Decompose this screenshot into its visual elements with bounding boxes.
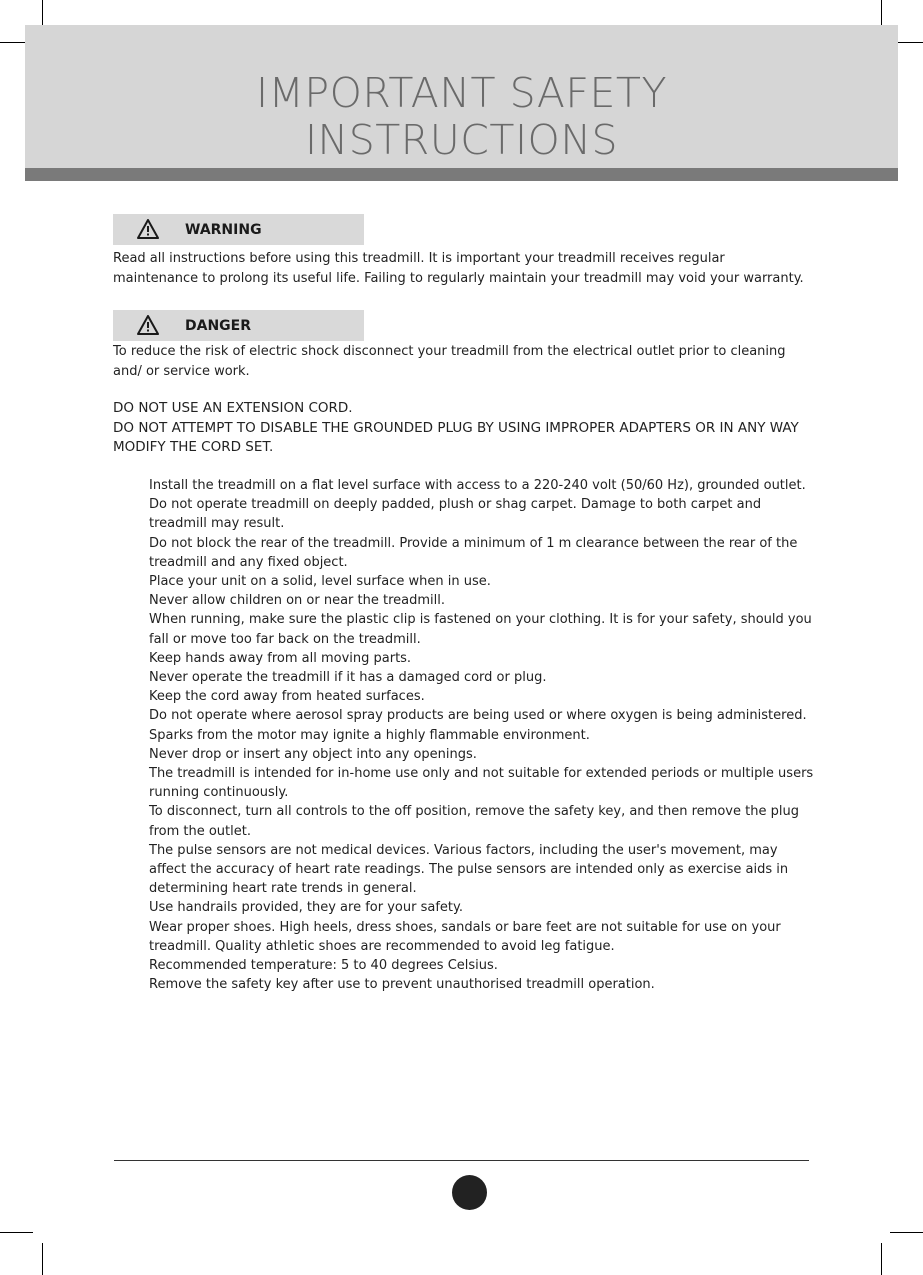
list-item: Never operate the treadmill if it has a damaged cord or plug.: [149, 670, 547, 686]
page-title: [25, 70, 898, 164]
crop-mark: [881, 1243, 882, 1275]
list-item: When running, make sure the plastic clip is fastened on your clothing. It is for your safety, should you fall or move too far back on the treadmill.: [149, 612, 812, 647]
warning-text: Read all instructions before using this treadmill. It is important your treadmill receives regular maintenance to prolong its useful life. Failing to regularly maintain your treadmill may void your warranty.: [113, 251, 804, 286]
list-item: The pulse sensors are not medical devices. Various factors, including the user's movement, may affect the accuracy of heart rate readings. The pulse sensors are intended only as exercise aids in determining heart rate trends in general.: [149, 842, 789, 897]
list-item: Wear proper shoes. High heels, dress shoes, sandals or bare feet are not suitable for use on your treadmill. Quality athletic shoes are recommended to avoid leg fatigue.: [149, 919, 781, 954]
page-number-dot: [452, 1175, 487, 1210]
warning-triangle-icon: [137, 219, 159, 239]
page-title-line1: IMPORTANT SAFETY: [255, 69, 668, 117]
crop-mark: [0, 1232, 33, 1233]
warning-label: WARNING: [185, 222, 262, 238]
danger-banner: [113, 310, 364, 341]
crop-mark: [42, 1243, 43, 1275]
danger-text: To reduce the risk of electric shock disconnect your treadmill from the electrical outlet prior to cleaning and/ or service work.: [113, 344, 786, 379]
list-item: Use handrails provided, they are for your safety.: [149, 900, 463, 916]
list-item: Do not block the rear of the treadmill. Provide a minimum of 1 m clearance between the rear of the treadmill and any fixed object.: [149, 535, 798, 570]
list-item: Recommended temperature: 5 to 40 degrees Celsius.: [149, 958, 498, 974]
list-item: Remove the safety key after use to prevent unauthorised treadmill operation.: [149, 977, 655, 993]
list-item: Never allow children on or near the treadmill.: [149, 593, 445, 609]
list-item: Keep the cord away from heated surfaces.: [149, 689, 425, 705]
list-item: Never drop or insert any object into any openings.: [149, 746, 477, 762]
list-item: The treadmill is intended for in-home use only and not suitable for extended periods or multiple users running continuously.: [149, 766, 814, 801]
warning-triangle-icon: [137, 315, 159, 335]
safety-instruction-list: [149, 476, 814, 994]
page-title-line2: INSTRUCTIONS: [304, 116, 619, 164]
caps-notice-grounded-plug: DO NOT ATTEMPT TO DISABLE THE GROUNDED PLUG BY USING IMPROPER ADAPTERS OR IN ANY WAY MODIFY THE CORD SET.: [113, 419, 799, 455]
header-stripe: [25, 168, 898, 181]
list-item: Place your unit on a solid, level surface when in use.: [149, 574, 491, 590]
warning-banner: [113, 214, 364, 245]
list-item: To disconnect, turn all controls to the off position, remove the safety key, and then remove the plug from the outlet.: [149, 804, 799, 839]
list-item: Keep hands away from all moving parts.: [149, 650, 412, 666]
caps-notice-extension-cord: DO NOT USE AN EXTENSION CORD.: [113, 400, 353, 416]
list-item: Install the treadmill on a flat level surface with access to a 220-240 volt (50/60 Hz), grounded outlet.: [149, 478, 806, 493]
caps-notices: [113, 399, 813, 458]
list-item: Do not operate where aerosol spray products are being used or where oxygen is being administered. Sparks from the motor may ignite a highly flammable environment.: [149, 708, 807, 743]
footer-rule: [114, 1160, 809, 1161]
list-item: Do not operate treadmill on deeply padded, plush or shag carpet. Damage to both carpet and treadmill may result.: [149, 497, 762, 532]
crop-mark: [890, 1232, 923, 1233]
danger-label: DANGER: [185, 318, 252, 334]
